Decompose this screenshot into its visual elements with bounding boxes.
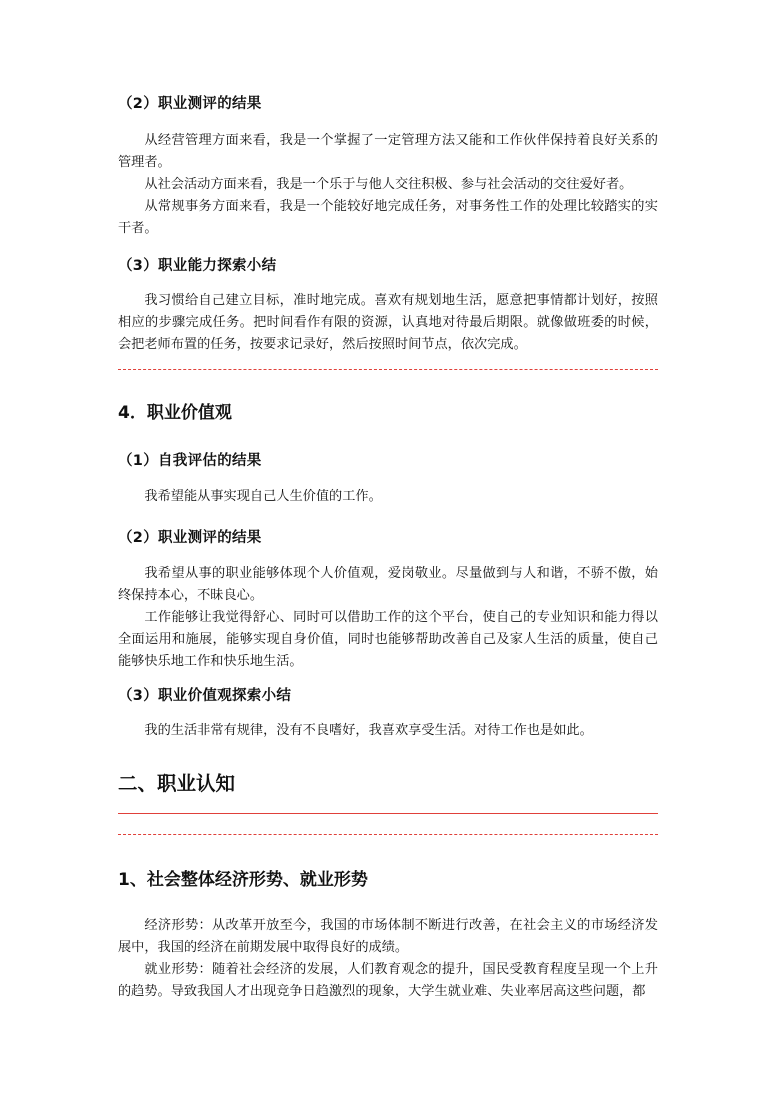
- paragraph-values-2: 工作能够让我觉得舒心、同时可以借助工作的这个平台，使自己的专业知识和能力得以全面运用和施展，能够实现自身价值，同时也能够帮助改善自己及家人生活的质量，使自己能够快乐地工作和快乐地生活。: [118, 610, 658, 669]
- paragraph-management: 从经营管理方面来看，我是一个掌握了一定管理方法又能和工作伙伴保持着良好关系的管理者。: [118, 133, 658, 170]
- paragraph-routine-affairs: 从常规事务方面来看，我是一个能较好地完成任务，对事务性工作的处理比较踏实的实干者。: [118, 199, 658, 236]
- dashed-divider: [118, 369, 658, 370]
- paragraph-values-1: 我希望从事的职业能够体现个人价值观，爱岗敬业。尽量做到与人和谐，不骄不傲，始终保持本心，不昧良心。: [118, 566, 658, 603]
- heading-values-test-result: （2）职业测评的结果: [118, 530, 262, 546]
- heading-values-summary: （3）职业价值观探索小结: [118, 688, 292, 704]
- solid-divider: [118, 813, 658, 814]
- paragraph-employment-situation: 就业形势：随着社会经济的发展，人们教育观念的提升，国民受教育程度呈现一个上升的趋势。导致我国人才出现竞争日趋激烈的现象，大学生就业难、失业率居高这些问题，都: [118, 962, 658, 999]
- paragraph-values-summary: 我的生活非常有规律，没有不良嗜好，我喜欢享受生活。对待工作也是如此。: [144, 723, 593, 738]
- heading-ability-summary: （3）职业能力探索小结: [118, 258, 277, 274]
- heading-career-cognition: 二、职业认知: [118, 772, 236, 795]
- heading-economic-employment: 1、社会整体经济形势、就业形势: [118, 870, 368, 890]
- paragraph-economic-situation: 经济形势：从改革开放至今，我国的市场体制不断进行改善，在社会主义的市场经济发展中，我国的经济在前期发展中取得良好的成绩。: [118, 918, 658, 955]
- heading-self-assessment: （1）自我评估的结果: [118, 453, 262, 469]
- dashed-divider: [118, 834, 658, 835]
- paragraph-self-assessment: 我希望能从事实现自己人生价值的工作。: [144, 489, 382, 504]
- paragraph-ability-summary: 我习惯给自己建立目标，准时地完成。喜欢有规划地生活，愿意把事情都计划好，按照相应的步骤完成任务。把时间看作有限的资源，认真地对待最后期限。就像做班委的时候，会把老师布置的任务，按要求记录好，然后按照时间节点，依次完成。: [118, 293, 658, 352]
- heading-career-values: 4．职业价值观: [118, 403, 232, 423]
- heading-career-test-result: （2）职业测评的结果: [118, 96, 262, 112]
- paragraph-social-activity: 从社会活动方面来看，我是一个乐于与他人交往积极、参与社会活动的交往爱好者。: [144, 177, 633, 192]
